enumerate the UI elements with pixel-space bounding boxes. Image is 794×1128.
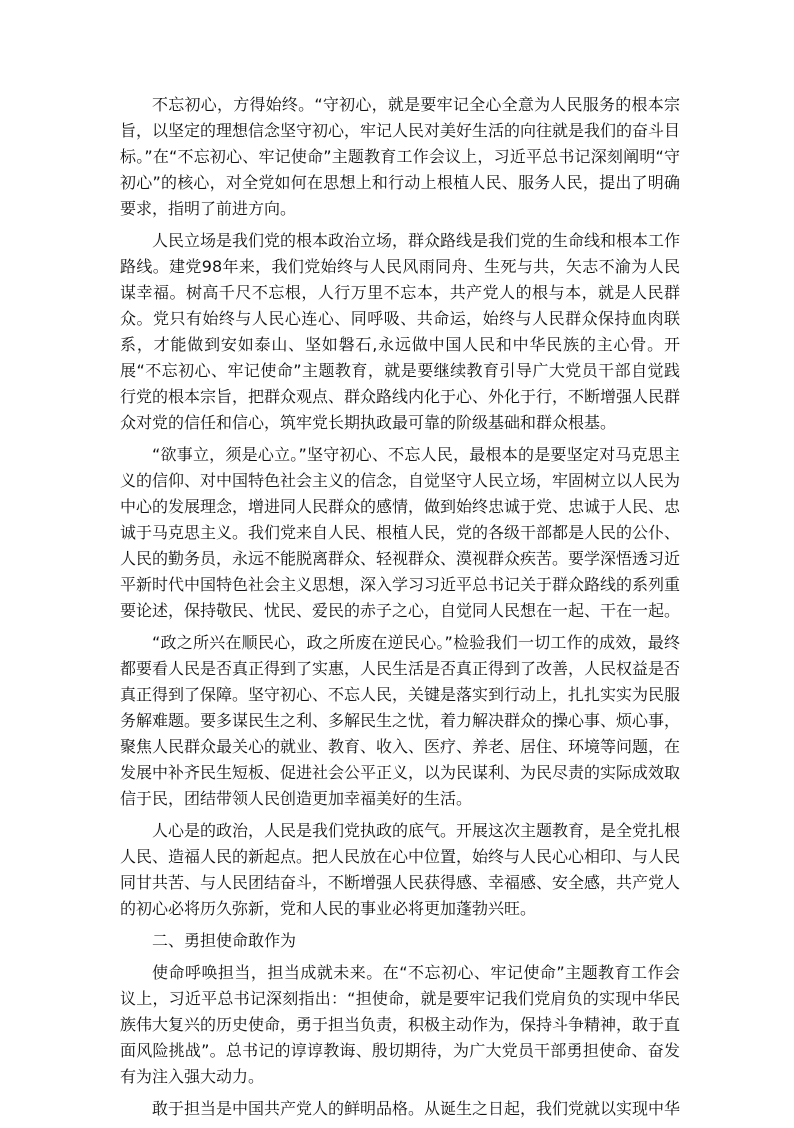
paragraph-2: 人民立场是我们党的根本政治立场，群众路线是我们党的生命线和根本工作路线。建党98年来，我们党始终与人民风雨同舟、生死与共，矢志不渝为人民谋幸福。树高千尺不忘根，人行万里不忘本，共产党人的根与本，就是人民群众。党只有始终与人民心连心、同呼吸、共命运，始终与人民群众保持血肉联系，才能做到安如泰山、坚如磐石,永远做中国人民和中华民族的主心骨。开展“不忘初心、牢记使命”主题教育，就是要继续教育引导广大党员干部自觉践行党的根本宗旨，把群众观点、群众路线内化于心、外化于行，不断增强人民群众对党的信任和信心，筑牢党长期执政最可靠的阶级基础和群众根基。 <box>120 231 681 432</box>
paragraph-7: 敢于担当是中国共产党人的鲜明品格。从诞生之日起，我们党就以实现中华 <box>152 1099 681 1118</box>
paragraph-6: 使命呼唤担当，担当成就未来。在“不忘初心、牢记使命”主题教育工作会议上，习近平总书记深刻指出：“担使命，就是要牢记我们党肩负的实现中华民族伟大复兴的历史使命，勇于担当负责，积极主动作为，保持斗争精神，敢于直面风险挑战”。总书记的谆谆教诲、殷切期待，为广大党员干部勇担使命、奋发有为注入强大动力。 <box>120 963 681 1086</box>
paragraph-4: “政之所兴在顺民心，政之所废在逆民心。”检验我们一切工作的成效，最终都要看人民是否真正得到了实惠，人民生活是否真正得到了改善，人民权益是否真正得到了保障。坚守初心、不忘人民，关键是落实到行动上，扎扎实实为民服务解难题。要多谋民生之利、多解民生之忧，着力解决群众的操心事、烦心事，聚焦人民群众最关心的就业、教育、收入、医疗、养老、居住、环境等问题，在发展中补齐民生短板、促进社会公平正义，以为民谋利、为民尽责的实际成效取信于民，团结带领人民创造更加幸福美好的生活。 <box>120 633 681 808</box>
paragraph-1: 不忘初心，方得始终。“守初心，就是要牢记全心全意为人民服务的根本宗旨，以坚定的理想信念坚守初心，牢记人民对美好生活的向往就是我们的奋斗目标。”在“不忘初心、牢记使命”主题教育工作会议上，习近平总书记深刻阐明“守初心”的核心，对全党如何在思想上和行动上根植人民、服务人民，提出了明确要求，指明了前进方向。 <box>120 95 681 218</box>
section-heading: 二、勇担使命敢作为 <box>152 931 297 950</box>
paragraph-5: 人心是的政治，人民是我们党执政的底气。开展这次主题教育，是全党扎根人民、造福人民的新起点。把人民放在心中位置，始终与人民心心相印、与人民同甘共苦、与人民团结奋斗，不断增强人民获得感、幸福感、安全感，共产党人的初心必将历久弥新，党和人民的事业必将更加蓬勃兴旺。 <box>120 821 681 918</box>
document-body <box>120 92 680 1128</box>
paragraph-3: “欲事立，须是心立。”坚守初心、不忘人民，最根本的是要坚定对马克思主义的信仰、对中国特色社会主义的信念，自觉坚守人民立场，牢固树立以人民为中心的发展理念，增进同人民群众的感情，做到始终忠诚于党、忠诚于人民、忠诚于马克思主义。我们党来自人民、根植人民，党的各级干部都是人民的公仆、人民的勤务员，永远不能脱离群众、轻视群众、漠视群众疾苦。要学深悟透习近平新时代中国特色社会主义思想，深入学习习近平总书记关于群众路线的系列重要论述，保持敬民、忧民、爱民的赤子之心，自觉同人民想在一起、干在一起。 <box>120 445 681 620</box>
